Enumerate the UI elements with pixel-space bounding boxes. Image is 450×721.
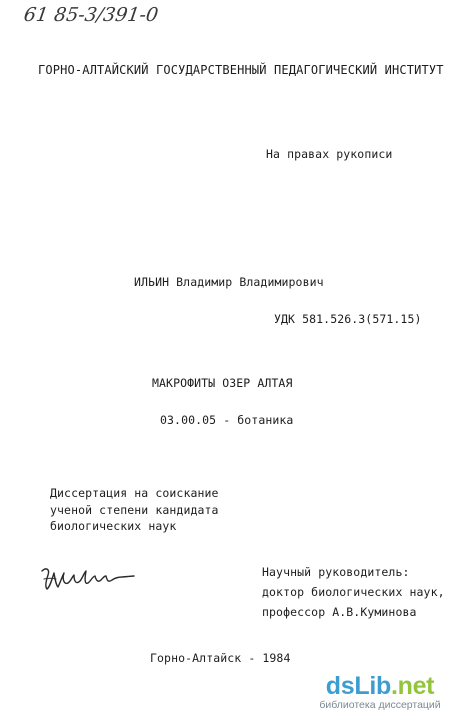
advisor-line: доктор биологических наук, — [262, 585, 445, 599]
manuscript-note: На правах рукописи — [266, 147, 393, 161]
scientific-advisor — [262, 562, 445, 622]
dissertation-title: МАКРОФИТЫ ОЗЕР АЛТАЯ — [152, 376, 293, 390]
specialty-code: 03.00.05 - ботаника — [160, 413, 294, 427]
institute-name: ГОРНО-АЛТАЙСКИЙ ГОСУДАРСТВЕННЫЙ ПЕДАГОГИЧЕСКИЙ ИНСТИТУТ — [38, 63, 444, 77]
dslib-logo: dsLib.net — [325, 672, 435, 700]
degree-statement-line: биологических наук — [50, 519, 177, 533]
degree-statement-line: ученой степени кандидата — [50, 502, 219, 517]
handwritten-archive-code: 61 85-3/391-0 — [22, 4, 160, 26]
author-name: ИЛЬИН Владимир Владимирович — [134, 275, 324, 289]
dslib-watermark — [315, 673, 445, 711]
degree-statement-line: Диссертация на соискание — [50, 486, 219, 500]
udk-code: УДК 581.526.3(571.15) — [274, 312, 422, 326]
degree-statement — [50, 485, 219, 535]
advisor-line: Научный руководитель: — [262, 565, 410, 579]
advisor-line: профессор А.В.Куминова — [262, 605, 417, 619]
dslib-tagline: библиотека диссертаций — [319, 699, 441, 711]
author-signature — [38, 563, 148, 597]
place-and-year: Горно-Алтайск - 1984 — [150, 651, 291, 665]
